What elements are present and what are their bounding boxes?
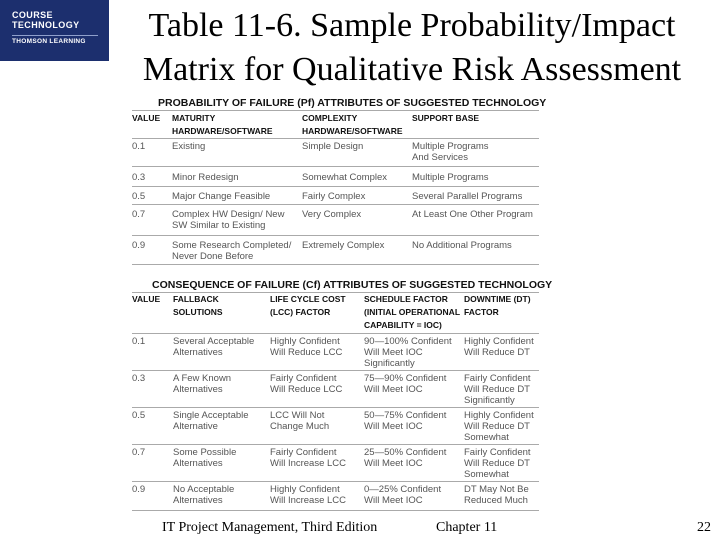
table2-cell: Highly Confident Will Reduce LCC <box>270 336 343 358</box>
table2-cell: Fairly Confident Will Reduce LCC <box>270 373 343 395</box>
table2-caption: CONSEQUENCE OF FAILURE (Cf) ATTRIBUTES OF SUGGESTED TECHNOLOGY <box>152 279 553 291</box>
slide-title-line-2: Matrix for Qualitative Risk Assessment <box>142 51 682 88</box>
table2-cell: Highly Confident Will Reduce DT <box>464 336 534 358</box>
table1-cell: 0.5 <box>132 191 146 202</box>
table2-cell: 90—100% Confident Will Meet IOC Significantly <box>364 336 452 369</box>
table2-cell: 0.3 <box>132 373 146 384</box>
table1-cell: Complex HW Design/ New SW Similar to Existing <box>172 209 285 231</box>
table1-cell: Fairly Complex <box>302 191 366 202</box>
table2-cell: 50—75% Confident Will Meet IOC <box>364 410 447 432</box>
table2-cell: Highly Confident Will Reduce DT Somewhat <box>464 410 534 443</box>
table-rule <box>132 370 539 371</box>
table1-cell: Very Complex <box>302 209 362 220</box>
table1-header-2: COMPLEXITY HARDWARE/SOFTWARE <box>302 113 403 136</box>
table2-cell: Fairly Confident Will Reduce DT Significantly <box>464 373 531 406</box>
table1-cell: Simple Design <box>302 141 364 152</box>
table2-cell: Several Acceptable Alternatives <box>173 336 255 358</box>
table1-cell: 0.1 <box>132 141 146 152</box>
footer-chapter: Chapter 11 <box>436 520 498 535</box>
table2-cell: 25—50% Confident Will Meet IOC <box>364 447 447 469</box>
table2-cell: No Acceptable Alternatives <box>173 484 235 506</box>
table2-cell: 0.1 <box>132 336 146 347</box>
table1-cell: At Least One Other Program <box>412 209 533 220</box>
table1-header-1: MATURITY HARDWARE/SOFTWARE <box>172 113 273 136</box>
table1-cell: Somewhat Complex <box>302 172 388 183</box>
table2-header-2: LIFE CYCLE COST (LCC) FACTOR <box>270 294 346 317</box>
table2-cell: Fairly Confident Will Increase LCC <box>270 447 347 469</box>
logo-line-1: COURSE <box>12 10 53 20</box>
table-rule <box>132 407 539 408</box>
table1-cell: 0.9 <box>132 240 146 251</box>
table1-cell: No Additional Programs <box>412 240 512 251</box>
table1-cell: Several Parallel Programs <box>412 191 523 202</box>
table1-cell: Existing <box>172 141 206 152</box>
table1-cell: 0.7 <box>132 209 146 220</box>
table1-header-0: VALUE <box>132 113 161 123</box>
table2-cell: 0—25% Confident Will Meet IOC <box>364 484 442 506</box>
table2-cell: Fairly Confident Will Reduce DT Somewhat <box>464 447 531 480</box>
table2-cell: 0.7 <box>132 447 146 458</box>
table2-cell: 0.9 <box>132 484 146 495</box>
table2-cell: 75—90% Confident Will Meet IOC <box>364 373 447 395</box>
footer-book-title: IT Project Management, Third Edition <box>162 520 378 535</box>
table2-cell: A Few Known Alternatives <box>173 373 232 395</box>
table-rule <box>132 510 539 511</box>
table-rule <box>132 481 539 482</box>
table1-caption: PROBABILITY OF FAILURE (Pf) ATTRIBUTES OF SUGGESTED TECHNOLOGY <box>158 97 547 109</box>
logo-line-3: THOMSON LEARNING <box>12 35 98 45</box>
table1-cell: Minor Redesign <box>172 172 239 183</box>
table1-cell: Extremely Complex <box>302 240 385 251</box>
table2-cell: Highly Confident Will Increase LCC <box>270 484 347 506</box>
table2-header-0: VALUE <box>132 294 161 304</box>
table1-cell: Multiple Programs <box>412 172 489 183</box>
slide-title-line-1: Table 11-6. Sample Probability/Impact <box>148 7 676 44</box>
table2-header-4: DOWNTIME (DT) FACTOR <box>464 294 531 317</box>
footer-page-number: 22 <box>697 520 711 535</box>
table-rule <box>132 444 539 445</box>
logo-line-2: TECHNOLOGY <box>12 20 80 30</box>
table1-cell: Some Research Completed/ Never Done Before <box>172 240 292 262</box>
table2-cell: Some Possible Alternatives <box>173 447 237 469</box>
table2-cell: 0.5 <box>132 410 146 421</box>
table2-header-3: SCHEDULE FACTOR (INITIAL OPERATIONAL CAPABILITY = IOC) <box>364 294 461 330</box>
table1-cell: Major Change Feasible <box>172 191 271 202</box>
table1-header-3: SUPPORT BASE <box>412 113 480 123</box>
table2-cell: Single Acceptable Alternative <box>173 410 249 432</box>
table1-cell: Multiple Programs And Services <box>412 141 489 163</box>
table1-cell: 0.3 <box>132 172 146 183</box>
table-rule <box>132 333 539 334</box>
table2-header-1: FALLBACK SOLUTIONS <box>173 294 223 317</box>
table2-cell: LCC Will Not Change Much <box>270 410 330 432</box>
table2-cell: DT May Not Be Reduced Much <box>464 484 529 506</box>
